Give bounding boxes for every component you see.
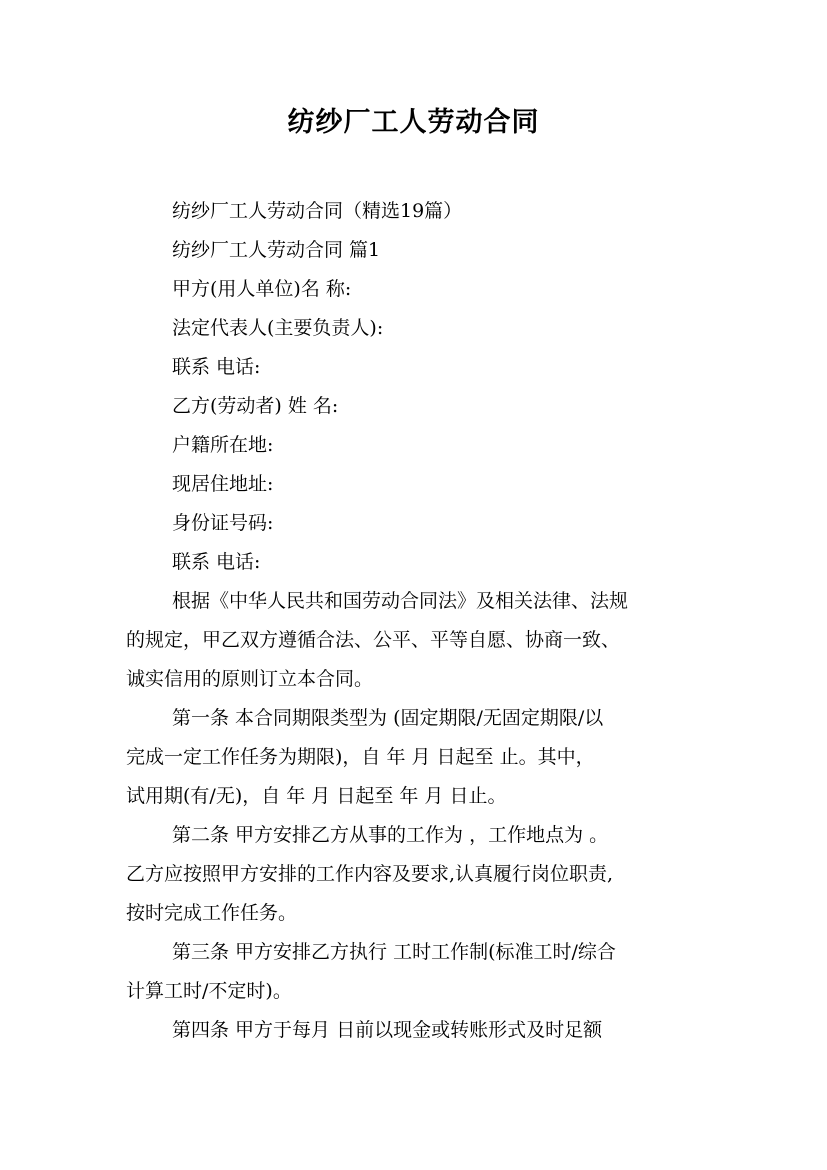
body-line: 诚实信用的原则订立本合同。 (126, 668, 374, 690)
body-line: 法定代表人(主要负责人): (172, 317, 384, 339)
body-line: 联系 电话: (172, 356, 261, 378)
body-line: 乙方应按照甲方安排的工作内容及要求,认真履行岗位职责, (126, 863, 614, 885)
body-line: 根据《中华人民共和国劳动合同法》及相关法律、法规 (172, 590, 629, 612)
body-line: 身份证号码: (172, 512, 274, 534)
body-line: 第一条 本合同期限类型为 (固定期限/无固定期限/以 (172, 707, 604, 729)
body-line: 按时完成工作任务。 (126, 902, 298, 924)
body-line: 完成一定工作任务为期限)，自 年 月 日起至 止。其中， (126, 746, 595, 768)
body-line: 试用期(有/无)，自 年 月 日起至 年 月 日止。 (126, 785, 507, 807)
body-line: 联系 电话: (172, 551, 261, 573)
body-line: 纺纱厂工人劳动合同（精选19篇） (172, 200, 463, 222)
body-line: 甲方(用人单位)名 称: (172, 278, 352, 300)
body-line: 第二条 甲方安排乙方从事的工作为 ，工作地点为 。 (172, 824, 609, 846)
document-title: 纺纱厂工人劳动合同 (287, 107, 540, 138)
body-line: 户籍所在地: (172, 434, 274, 456)
document-body (126, 192, 712, 1050)
body-line: 纺纱厂工人劳动合同 篇1 (172, 239, 381, 261)
body-line: 计算工时/不定时)。 (126, 980, 292, 1002)
body-line: 的规定，甲乙双方遵循合法、公平、平等自愿、协商一致、 (126, 629, 621, 651)
body-line: 现居住地址: (172, 473, 274, 495)
body-line: 第三条 甲方安排乙方执行 工时工作制(标准工时/综合 (172, 941, 616, 963)
body-line: 第四条 甲方于每月 日前以现金或转账形式及时足额 (172, 1019, 603, 1041)
body-line: 乙方(劳动者) 姓 名: (172, 395, 339, 417)
